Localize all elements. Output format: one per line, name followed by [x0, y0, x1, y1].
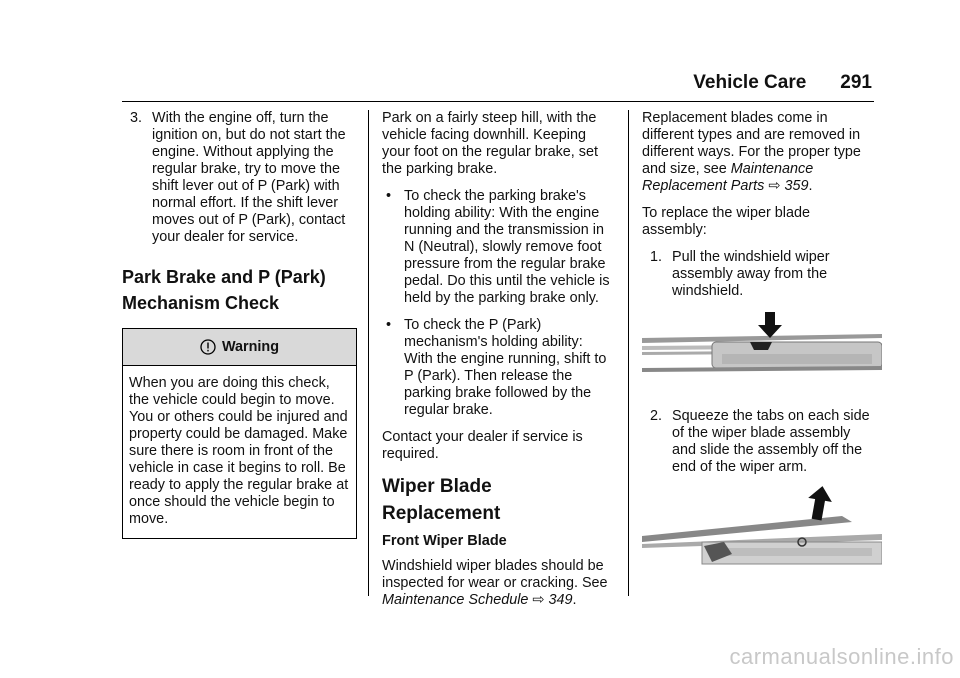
section-heading-park-brake: Park Brake and P (Park) Mechanism Check: [122, 267, 326, 313]
replacement-parts-link[interactable]: Maintenance Replacement Parts: [642, 161, 814, 194]
step-number: 1.: [650, 249, 663, 265]
warning-header: [123, 329, 356, 366]
list-item: [382, 188, 614, 307]
warning-text: When you are doing this check, the vehicle could begin to move. You or others could be injured and property could be damaged. Make sure there is room in front of the vehicle in case it begins to roll. Be ready to apply the regular brake at once should the vehicle begin to move.: [129, 375, 349, 527]
column-2: [382, 110, 614, 619]
bullet-icon: •: [386, 317, 392, 333]
arrow-up-icon: [805, 486, 835, 522]
step-2: [642, 408, 878, 476]
watermark: carmanualsonline.info: [729, 644, 954, 669]
step-number: 3.: [130, 110, 143, 126]
step-number: 2.: [650, 408, 663, 424]
wiper-pull-illustration: [642, 310, 882, 398]
page-ref-icon: ⇨: [532, 592, 545, 608]
bullet-icon: •: [386, 188, 392, 204]
arrow-down-icon: [758, 312, 782, 338]
step-text: Squeeze the tabs on each side of the wiper blade assembly and slide the assembly off the end of the wiper arm.: [672, 408, 870, 475]
page-ref-number[interactable]: 359: [784, 178, 809, 194]
header-rule: [122, 101, 874, 102]
page-ref-number[interactable]: 349: [548, 592, 573, 608]
step-1: [642, 249, 878, 300]
step-text: Pull the windshield wiper assembly away from the windshield.: [672, 249, 830, 299]
section-title: Vehicle Care: [693, 72, 807, 93]
wiper-figure-1: [642, 310, 882, 398]
page-number: 291: [840, 72, 872, 93]
intro-paragraph: Park on a fairly steep hill, with the vehicle facing downhill. Keeping your foot on the regular brake, set the parking brake.: [382, 110, 598, 177]
column-divider-1: [368, 110, 369, 596]
contact-paragraph: Contact your dealer if service is required.: [382, 429, 583, 462]
column-3: [642, 110, 878, 584]
warning-icon: [200, 339, 216, 355]
section-heading-wiper: Wiper Blade Replacement: [382, 476, 501, 524]
list-item: [382, 317, 614, 419]
warning-title: Warning: [221, 338, 280, 355]
wiper-slide-illustration: [642, 486, 882, 574]
step-3: [122, 110, 357, 246]
bullet-text: To check the parking brake's holding ability: With the engine running and the transmission in N (Neutral), slowly remove foot pressure from the regular brake pedal. Do this until the vehicle is held by the parking brake only.: [404, 188, 610, 306]
instruction-paragraph: To replace the wiper blade assembly:: [642, 205, 810, 238]
replacement-paragraph: Replacement blades come in different types and are removed in different ways. For the proper type and size, see Maintenance Replacement Parts ⇨ 359.: [642, 110, 861, 194]
step-text: With the engine off, turn the ignition on, but do not start the engine. Without applying the regular brake, try to move the shift lever out of P (Park) with normal effort. If the shift lever moves out of P (Park), contact your dealer for service.: [152, 110, 346, 245]
warning-box: [122, 328, 357, 539]
wiper-paragraph: Windshield wiper blades should be inspected for wear or cracking. See Maintenance Schedule ⇨ 349.: [382, 558, 608, 608]
page-ref-icon: ⇨: [768, 178, 781, 194]
column-1: [122, 110, 357, 539]
wiper-figure-2: [642, 486, 882, 574]
page-header: [693, 72, 872, 94]
maintenance-schedule-link[interactable]: Maintenance Schedule: [382, 592, 529, 608]
column-divider-2: [628, 110, 629, 596]
bullet-text: To check the P (Park) mechanism's holding ability: With the engine running, shift to P (Park). Then release the parking brake followed by the regular brake.: [404, 317, 607, 418]
subheading-front-wiper: Front Wiper Blade: [382, 533, 507, 549]
